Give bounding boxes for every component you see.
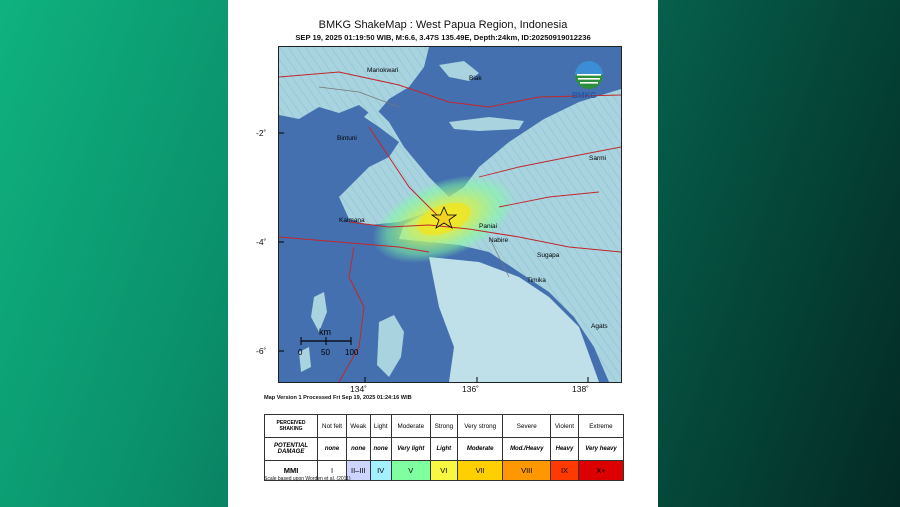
place-label: Bintuni — [337, 135, 357, 142]
logo-text: BMKG — [572, 91, 597, 100]
scale-unit: km — [319, 327, 331, 337]
lat-label: -6˚ — [256, 346, 267, 356]
scale-tick: 0 — [298, 348, 303, 357]
legend-cell: Very strong — [457, 415, 503, 438]
mmi-cell: X+ — [578, 461, 623, 481]
place-label: Paniai — [479, 223, 498, 230]
place-label: Sarmi — [589, 155, 606, 162]
legend-header: POTENTIAL DAMAGE — [265, 438, 318, 461]
lon-label: 136˚ — [462, 384, 480, 394]
legend-cell: Very light — [391, 438, 430, 461]
map-title: BMKG ShakeMap : West Papua Region, Indonesia — [318, 19, 568, 31]
legend-cell: Light — [370, 415, 391, 438]
mmi-cell: V — [391, 461, 430, 481]
legend-cell: Not felt — [318, 415, 347, 438]
legend-cell: Mod./Heavy — [503, 438, 551, 461]
mmi-cell: VI — [430, 461, 457, 481]
legend-header: PERCEIVED SHAKING — [265, 415, 318, 438]
place-label: Nabire — [489, 237, 509, 244]
shakemap-map — [278, 46, 622, 383]
event-details: SEP 19, 2025 01:19:50 WIB, M:6.6, 3.47S 135.49E, Depth:24km, ID:20250919012236 — [295, 33, 591, 42]
lat-label: -4˚ — [256, 237, 267, 247]
mmi-cell: II–III — [347, 461, 371, 481]
shakemap-sheet — [228, 0, 658, 507]
legend-row-shaking — [265, 415, 624, 438]
legend-cell: Extreme — [578, 415, 623, 438]
place-label: Sugapa — [537, 252, 560, 259]
legend-cell: Light — [430, 438, 457, 461]
legend-row-damage — [265, 438, 624, 461]
scale-tick: 100 — [345, 348, 359, 357]
legend-header: MMI — [265, 461, 318, 481]
mmi-cell: VII — [457, 461, 503, 481]
lat-label: -2˚ — [256, 128, 267, 138]
legend-cell: none — [318, 438, 347, 461]
place-label: Agats — [591, 323, 608, 330]
legend-cell: Heavy — [551, 438, 579, 461]
scale-tick: 50 — [321, 348, 330, 357]
legend-cell: Weak — [347, 415, 371, 438]
version-note: Map Version 1 Processed Fri Sep 19, 2025 01:24:16 WIB — [264, 395, 412, 401]
legend-cell: Severe — [503, 415, 551, 438]
lon-label: 134˚ — [350, 384, 368, 394]
place-label: Biak — [469, 75, 482, 82]
mmi-cell: I — [318, 461, 347, 481]
bmkg-logo — [575, 61, 603, 89]
legend-cell: none — [370, 438, 391, 461]
intensity-legend — [264, 414, 624, 481]
lon-label: 138˚ — [572, 384, 590, 394]
scale-note: Scale based upon Worden et al. (2011) — [264, 476, 351, 482]
legend-cell: Moderate — [457, 438, 503, 461]
place-label: Kaimana — [339, 217, 365, 224]
legend-cell: Moderate — [391, 415, 430, 438]
mmi-cell: IV — [370, 461, 391, 481]
place-label: Manokwari — [367, 67, 399, 74]
legend-cell: Strong — [430, 415, 457, 438]
legend-cell: Very heavy — [578, 438, 623, 461]
legend-cell: none — [347, 438, 371, 461]
mmi-cell: VIII — [503, 461, 551, 481]
legend-cell: Violent — [551, 415, 579, 438]
mmi-cell: IX — [551, 461, 579, 481]
place-label: Timika — [527, 277, 546, 284]
